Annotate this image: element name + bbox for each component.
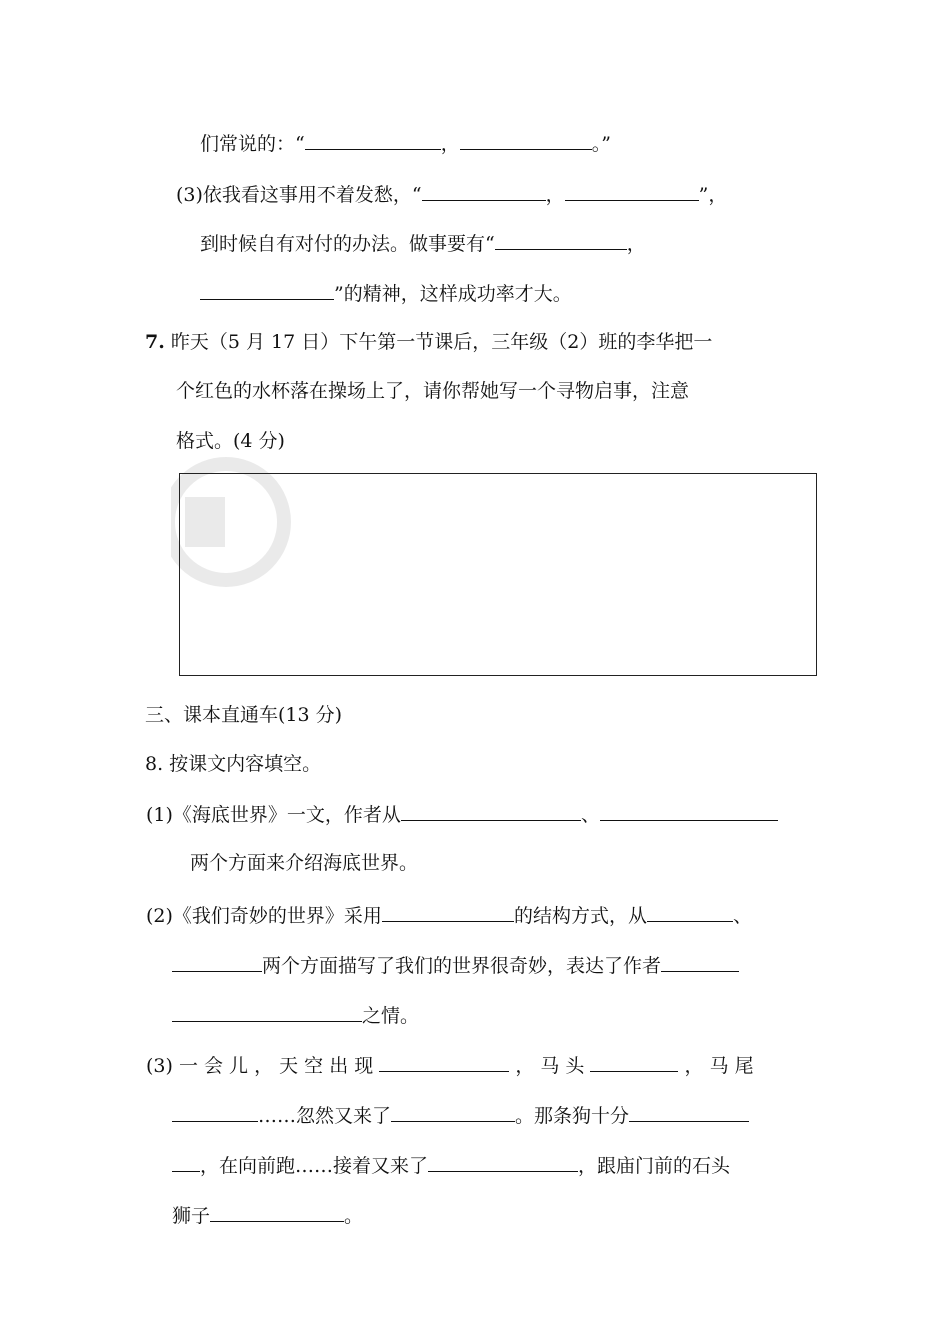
q7-line-3 <box>176 428 285 454</box>
text: ， <box>440 133 460 155</box>
q8-title <box>145 751 321 777</box>
text: 。那条狗十分 <box>515 1105 630 1127</box>
q6-part3-line-2 <box>200 229 646 257</box>
q7-line-2 <box>176 378 689 404</box>
answer-blank[interactable] <box>647 901 733 922</box>
q8-part3-line-1 <box>146 1051 754 1079</box>
q6-part3-line-3 <box>200 279 572 307</box>
answer-blank[interactable] <box>629 1101 749 1122</box>
text: ， <box>626 233 646 255</box>
q8-part3-line-3 <box>172 1151 730 1179</box>
text: ”， <box>698 184 728 206</box>
answer-blank[interactable] <box>565 180 699 201</box>
text: ， <box>545 184 565 206</box>
q8-part2-line-3 <box>172 1001 419 1029</box>
answer-blank[interactable] <box>210 1201 344 1222</box>
text: 《海底世界》一文，作者从 <box>172 804 401 826</box>
answer-blank[interactable] <box>590 1051 678 1072</box>
text: 两个方面来介绍海底世界。 <box>190 852 419 874</box>
text: ……忽然又来了 <box>258 1105 392 1127</box>
q8-part2-line-2 <box>172 951 739 979</box>
text: 《我们奇妙的世界》采用 <box>172 905 382 927</box>
text: 、 <box>580 804 600 826</box>
text: 三、课本直通车(13 分) <box>145 704 343 726</box>
text: 的结构方式，从 <box>513 905 647 927</box>
text: 之情。 <box>362 1005 420 1027</box>
text: ， 马 尾 <box>684 1055 754 1077</box>
part-label: (2) <box>146 905 173 927</box>
answer-box[interactable] <box>179 473 817 676</box>
q8-part1-line-1 <box>146 800 778 828</box>
q6-part3-line-1 <box>176 180 727 208</box>
text: 到时候自有对付的办法。做事要有“ <box>200 233 495 255</box>
q8-part3-line-2 <box>172 1101 749 1129</box>
text: 狮子 <box>172 1205 211 1227</box>
answer-blank[interactable] <box>172 1151 200 1172</box>
q8-part1-line-2 <box>190 850 418 876</box>
answer-blank[interactable] <box>200 279 334 300</box>
answer-blank[interactable] <box>401 800 581 821</box>
text: ，在向前跑……接着又来了 <box>200 1155 429 1177</box>
text: 依我看这事用不着发愁，“ <box>202 184 422 206</box>
text: ，跟庙门前的石头 <box>578 1155 731 1177</box>
question-number: 7. <box>145 331 165 353</box>
text: ”的精神，这样成功率才大。 <box>334 283 572 305</box>
text: 个红色的水杯落在操场上了，请你帮她写一个寻物启事，注意 <box>176 380 690 402</box>
answer-blank[interactable] <box>460 129 592 150</box>
text: 格式。(4 分) <box>176 430 285 452</box>
text: 。” <box>591 133 611 155</box>
text: 、 <box>732 905 752 927</box>
answer-blank[interactable] <box>172 1001 362 1022</box>
section-title <box>145 702 342 728</box>
answer-blank[interactable] <box>172 951 262 972</box>
answer-blank[interactable] <box>600 800 778 821</box>
text: 两个方面描写了我们的世界很奇妙，表达了作者 <box>262 955 662 977</box>
part-label: (3) <box>176 184 203 206</box>
q8-part2-line-1 <box>146 901 752 929</box>
q8-part3-line-4 <box>172 1201 363 1229</box>
text: 8. 按课文内容填空。 <box>145 753 322 775</box>
answer-blank[interactable] <box>428 1151 578 1172</box>
q6-line-1 <box>200 129 611 157</box>
answer-blank[interactable] <box>172 1101 258 1122</box>
part-label: (3) <box>146 1055 173 1077</box>
answer-blank[interactable] <box>661 951 739 972</box>
q7-line-1 <box>145 329 712 355</box>
text: 一 会 儿 ， 天 空 出 现 <box>178 1055 374 1077</box>
answer-blank[interactable] <box>305 129 441 150</box>
text: ， 马 头 <box>515 1055 585 1077</box>
answer-blank[interactable] <box>379 1051 509 1072</box>
part-label: (1) <box>146 804 173 826</box>
text: 们常说的：“ <box>200 133 305 155</box>
answer-blank[interactable] <box>422 180 546 201</box>
answer-blank[interactable] <box>382 901 514 922</box>
answer-blank[interactable] <box>391 1101 515 1122</box>
text: 。 <box>344 1205 364 1227</box>
answer-blank[interactable] <box>495 229 627 250</box>
text: 昨天（5 月 17 日）下午第一节课后，三年级（2）班的李华把一 <box>170 331 713 353</box>
